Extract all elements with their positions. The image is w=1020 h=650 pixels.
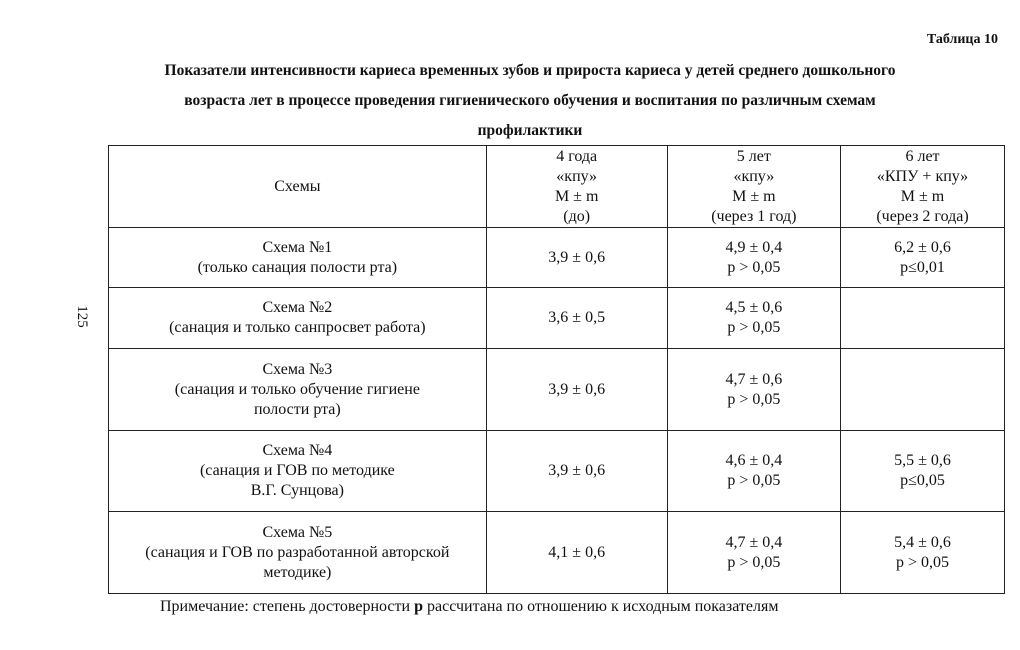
note-text: рассчитана по отношению к исходным показателям (423, 598, 779, 615)
cell-text: 3,6 ± 0,5 (548, 309, 606, 326)
cell-text: Схема №2 (262, 299, 333, 316)
empty-cell (841, 349, 1005, 431)
table-row (109, 431, 1005, 512)
cell-text: В.Г. Сунцова) (250, 482, 344, 499)
cell-text: 3,9 ± 0,6 (548, 248, 606, 266)
table-title (100, 56, 960, 146)
value-cell (841, 512, 1005, 594)
cell-text: 4,7 ± 0,4 (725, 533, 783, 551)
cell-text: p > 0,05 (727, 319, 781, 336)
value-cell (486, 228, 667, 288)
cell-text: 5,4 ± 0,6 (894, 533, 951, 551)
value-cell (841, 228, 1005, 288)
note-bold-p: p (414, 598, 423, 615)
cell-text: 4,1 ± 0,6 (548, 543, 606, 561)
value-cell (667, 288, 840, 349)
value-cell (667, 228, 840, 288)
header-col-4-years (486, 146, 667, 228)
table-row (109, 228, 1005, 288)
caries-table (108, 145, 1005, 594)
value-cell (486, 288, 667, 349)
cell-text: p > 0,05 (896, 553, 950, 571)
title-line-3: профилактики (477, 122, 583, 139)
cell-text: полости рта) (253, 400, 341, 418)
header-text: «кпу» (733, 167, 775, 185)
title-line-1: Показатели интенсивности кариеса временных зубов и прироста кариеса у детей среднего дошкольного (164, 62, 896, 79)
cell-text: Схема №1 (262, 238, 333, 256)
header-text: 5 лет (736, 147, 771, 165)
header-text: «кпу» (556, 167, 598, 185)
cell-text: Схема №5 (262, 523, 333, 541)
header-text: (до) (563, 207, 591, 225)
cell-text: 4,6 ± 0,4 (725, 452, 783, 469)
cell-text: p > 0,05 (727, 390, 781, 408)
cell-text: p > 0,05 (727, 553, 781, 571)
header-text: «КПУ + кпу» (876, 167, 969, 185)
header-text: 4 года (556, 147, 598, 165)
cell-text: p≤0,01 (900, 258, 945, 276)
cell-text: (санация и только обучение гигиене (174, 380, 420, 398)
note-text: Примечание: степень достоверности (160, 598, 415, 615)
header-text: M ± m (732, 187, 776, 205)
empty-cell (841, 288, 1005, 349)
value-cell (667, 431, 840, 512)
cell-text: (санация и только санпросвет работа) (169, 319, 426, 336)
header-col-5-years (667, 146, 840, 228)
header-text: M ± m (554, 187, 599, 205)
scheme-cell (109, 228, 487, 288)
header-col-6-years (841, 146, 1005, 228)
value-cell (486, 349, 667, 431)
cell-text: Схема №3 (262, 360, 333, 378)
page-number: 125 (73, 305, 90, 328)
cell-text: 3,9 ± 0,6 (548, 380, 606, 398)
cell-text: (только санация полости рта) (197, 258, 398, 276)
value-cell (667, 512, 840, 594)
cell-text: p≤0,05 (900, 472, 945, 489)
cell-text: 4,5 ± 0,6 (725, 299, 783, 316)
table-row (109, 349, 1005, 431)
header-text: (через 1 год) (711, 207, 797, 225)
value-cell (841, 431, 1005, 512)
value-cell (486, 431, 667, 512)
cell-text: Схема №4 (262, 442, 333, 459)
value-cell (667, 349, 840, 431)
value-cell (486, 512, 667, 594)
cell-text: 3,9 ± 0,6 (548, 462, 606, 479)
cell-text: p > 0,05 (727, 258, 781, 276)
cell-text: p > 0,05 (727, 472, 781, 489)
header-text: (через 2 года) (876, 207, 969, 225)
scheme-cell (109, 512, 487, 594)
header-row (109, 146, 1005, 228)
table-row (109, 512, 1005, 594)
scheme-cell (109, 288, 487, 349)
cell-text: 4,7 ± 0,6 (725, 370, 783, 388)
cell-text: (санация и ГОВ по методике (199, 462, 395, 479)
scheme-cell (109, 431, 487, 512)
cell-text: 4,9 ± 0,4 (725, 238, 783, 256)
scheme-cell (109, 349, 487, 431)
table-row (109, 288, 1005, 349)
table-footnote (160, 598, 778, 616)
header-text: M ± m (900, 187, 945, 205)
cell-text: (санация и ГОВ по разработанной авторской (145, 543, 450, 561)
cell-text: 6,2 ± 0,6 (894, 238, 951, 256)
table-number-label: Таблица 10 (926, 32, 998, 47)
title-line-2: возраста лет в процессе проведения гигиенического обучения и воспитания по различным схемам (184, 92, 876, 109)
cell-text: методике) (263, 563, 332, 581)
header-text: 6 лет (905, 147, 940, 165)
header-scheme: Схемы (109, 146, 487, 228)
cell-text: 5,5 ± 0,6 (894, 452, 951, 469)
